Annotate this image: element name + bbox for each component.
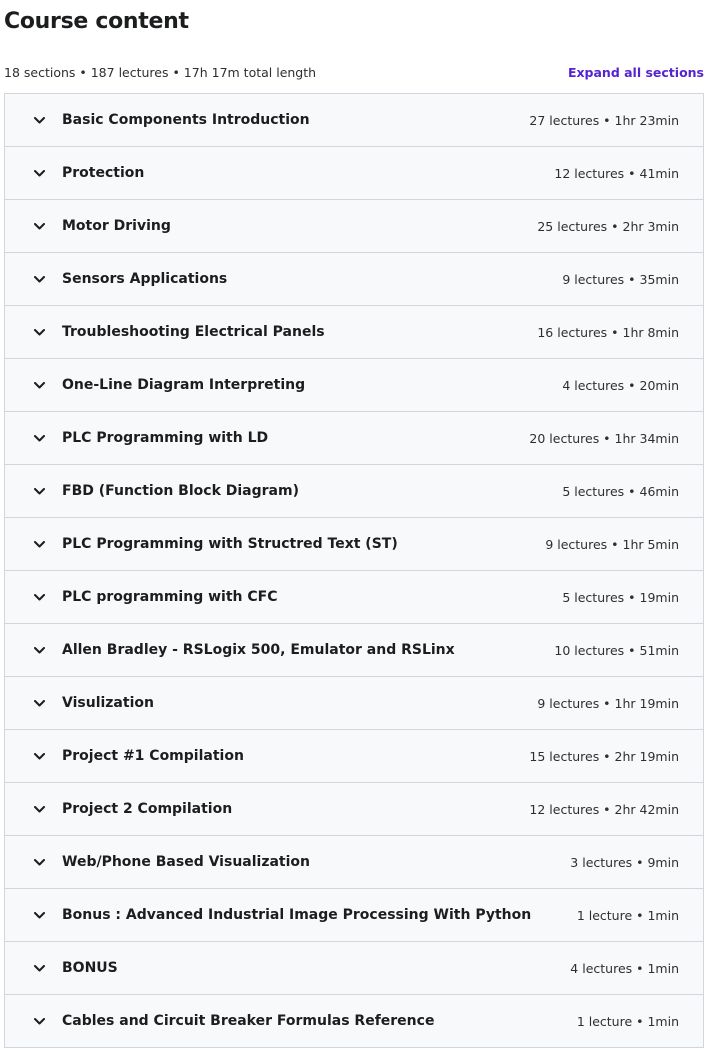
section-header[interactable] [5,253,703,306]
section-info: 16 lectures • 1hr 8min [537,324,679,340]
section-title: PLC programming with CFC [62,589,278,605]
chevron-down-icon[interactable] [34,857,45,868]
chevron-down-icon[interactable] [34,168,45,179]
section-info: 9 lectures • 35min [562,271,679,287]
section-header[interactable] [5,306,703,359]
section-header[interactable] [5,94,703,147]
chevron-down-icon[interactable] [34,804,45,815]
course-summary: 18 sections • 187 lectures • 17h 17m total length [4,64,317,80]
section-header[interactable] [5,359,703,412]
section-title: PLC Programming with Structred Text (ST) [62,536,398,552]
chevron-down-icon[interactable] [34,274,45,285]
section-header[interactable] [5,518,703,571]
chevron-down-icon[interactable] [34,751,45,762]
section-info: 27 lectures • 1hr 23min [529,112,679,128]
section-title: PLC Programming with LD [62,430,269,446]
chevron-down-icon[interactable] [34,380,45,391]
section-info: 9 lectures • 1hr 5min [545,536,679,552]
chevron-down-icon[interactable] [34,221,45,232]
section-header[interactable] [5,889,703,942]
section-title: Project 2 Compilation [62,801,233,817]
section-title: One-Line Diagram Interpreting [62,377,306,393]
section-header[interactable] [5,465,703,518]
section-info: 12 lectures • 2hr 42min [529,801,679,817]
section-info: 1 lecture • 1min [576,1013,679,1029]
section-title: Troubleshooting Electrical Panels [62,324,325,340]
section-title: Web/Phone Based Visualization [62,854,311,870]
section-title: Sensors Applications [62,271,228,287]
section-info: 12 lectures • 41min [554,165,679,181]
chevron-down-icon[interactable] [34,115,45,126]
section-header[interactable] [5,412,703,465]
section-info: 10 lectures • 51min [554,642,679,658]
chevron-down-icon[interactable] [34,539,45,550]
chevron-down-icon[interactable] [34,592,45,603]
section-title: Cables and Circuit Breaker Formulas Reference [62,1013,435,1029]
section-title: FBD (Function Block Diagram) [62,483,299,499]
section-info: 4 lectures • 20min [562,377,679,393]
page-title: Course content [4,9,189,34]
section-header[interactable] [5,677,703,730]
section-header[interactable] [5,147,703,200]
chevron-down-icon[interactable] [34,910,45,921]
chevron-down-icon[interactable] [34,698,45,709]
section-title: Allen Bradley - RSLogix 500, Emulator and RSLinx [62,642,455,658]
section-info: 5 lectures • 46min [562,483,679,499]
section-title: Project #1 Compilation [62,748,244,764]
section-header[interactable] [5,995,703,1048]
section-header[interactable] [5,730,703,783]
section-info: 5 lectures • 19min [562,589,679,605]
chevron-down-icon[interactable] [34,1016,45,1027]
section-title: BONUS [62,960,118,976]
chevron-down-icon[interactable] [34,645,45,656]
section-title: Bonus : Advanced Industrial Image Processing With Python [62,907,532,923]
section-info: 20 lectures • 1hr 34min [529,430,679,446]
section-info: 15 lectures • 2hr 19min [529,748,679,764]
section-header[interactable] [5,783,703,836]
section-header[interactable] [5,200,703,253]
sections-list [4,93,704,1048]
chevron-down-icon[interactable] [34,963,45,974]
chevron-down-icon[interactable] [34,327,45,338]
section-header[interactable] [5,942,703,995]
section-info: 1 lecture • 1min [576,907,679,923]
section-info: 9 lectures • 1hr 19min [537,695,679,711]
course-summary-row [4,63,704,81]
chevron-down-icon[interactable] [34,433,45,444]
expand-all-button[interactable]: Expand all sections [567,64,704,80]
chevron-down-icon[interactable] [34,486,45,497]
section-title: Protection [62,165,145,181]
section-header[interactable] [5,571,703,624]
section-info: 25 lectures • 2hr 3min [537,218,679,234]
section-info: 3 lectures • 9min [570,854,679,870]
section-title: Basic Components Introduction [62,112,310,128]
section-info: 4 lectures • 1min [570,960,679,976]
section-header[interactable] [5,836,703,889]
section-header[interactable] [5,624,703,677]
section-title: Visulization [62,695,154,711]
section-title: Motor Driving [62,218,171,234]
